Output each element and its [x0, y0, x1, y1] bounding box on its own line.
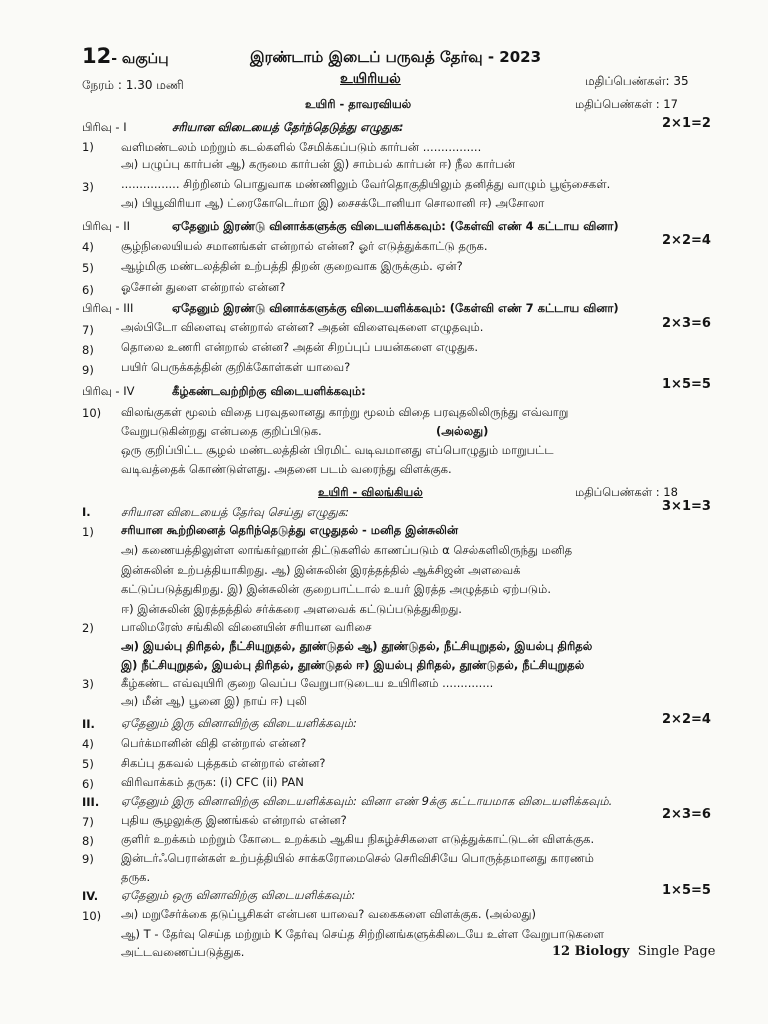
question-text: அல்பிடோ விளைவு என்றால் என்ன? அதன் விளைவுகளை எழுதவும். [121, 320, 484, 334]
botany-part2-label: பிரிவு - II [82, 219, 131, 233]
zoology-section-title: உயிரி - விலங்கியல் [318, 485, 423, 499]
botany-part4-instruction: கீழ்கண்டவற்றிற்கு விடையளிக்கவும்: [172, 384, 366, 398]
question-number: 7) [82, 815, 94, 829]
question-text: பயிர் பெருக்கத்தின் குறிக்கோள்கள் யாவை? [121, 360, 351, 374]
botany-part3-marks: 2×3=6 [662, 316, 711, 331]
zoology-part1-label: I. [82, 505, 91, 519]
exam-title: இரண்டாம் இடைப் பருவத் தேர்வு - 2023 [250, 48, 542, 66]
zoology-part4-instruction: ஏதேனும் ஒரு வினாவிற்கு விடையளிக்கவும்: [121, 888, 356, 902]
botany-section-title: உயிரி - தாவரவியல் [305, 97, 412, 111]
botany-part1-label: பிரிவு - I [82, 120, 127, 134]
question-options: அ) மீன் ஆ) பூனை இ) நாய் ஈ) புலி [121, 694, 307, 708]
question-number: 8) [82, 343, 94, 357]
total-marks: மதிப்பெண்கள்: 35 [585, 74, 689, 88]
question-text: வடிவத்தைக் கொண்டுள்ளது. அதனை படம் வரைந்து விளக்குக. [121, 462, 452, 476]
question-text: ஆழ்மிகு மண்டலத்தின் உற்பத்தி திறன் குறைவாக இருக்கும். ஏன்? [121, 259, 463, 273]
botany-part4-label: பிரிவு - IV [82, 384, 135, 398]
question-text: சூழ்நிலையியல் சமானங்கள் என்றால் என்ன? ஓர் எடுத்துக்காட்டு தருக. [121, 239, 488, 253]
question-number: 9) [82, 363, 94, 377]
question-number: 3) [82, 180, 94, 194]
or-label: (அல்லது) [436, 424, 489, 438]
botany-part1-instruction: சரியான விடையைத் தேர்ந்தெடுத்து எழுதுக: [172, 120, 404, 134]
zoology-part1-instruction: சரியான விடையைத் தேர்வு செய்து எழுதுக: [121, 505, 349, 519]
botany-part3-label: பிரிவு - III [82, 301, 134, 315]
question-number: 2) [82, 621, 94, 635]
question-text: இன்டர்ஃபெரான்கள் உற்பத்தியில் சாக்கரோமைசெல் செரிவிசியே பொருத்தமானது காரணம் [121, 851, 594, 865]
footer-page: Single Page [637, 944, 716, 959]
question-text: ஒரு குறிப்பிட்ட சூழல் மண்டலத்தின் பிரமிட் வடிவமானது எப்பொழுதும் மாறுபட்ட [121, 443, 554, 457]
question-text: ஓசோன் துளை என்றால் என்ன? [121, 280, 286, 294]
question-text: பாலிமரேஸ் சங்கிலி வினையின் சரியான வரிசை [121, 620, 372, 634]
question-number: 7) [82, 323, 94, 337]
zoology-part3-instruction: ஏதேனும் இரு வினாவிற்கு விடையளிக்கவும்: வினா எண் 9க்கு கட்டாயமாக விடையளிக்கவும். [121, 794, 613, 808]
question-number: 5) [82, 757, 94, 771]
question-text: குளிர் உறக்கம் மற்றும் கோடை உறக்கம் ஆகிய நிகழ்ச்சிகளை எடுத்துக்காட்டுடன் விளக்குக. [121, 832, 595, 846]
option-text: ஈ) இன்சுலின் இரத்தத்தில் சர்க்கரை அளவைக் கட்டுப்படுத்துகிறது. [121, 602, 462, 616]
question-text: வளிமண்டலம் மற்றும் கடல்களில் சேமிக்கப்படும் கார்பன் ................ [121, 140, 482, 154]
question-number: 4) [82, 737, 94, 751]
question-number: 3) [82, 677, 94, 691]
question-number: 8) [82, 834, 94, 848]
footer-course: 12 Biology [552, 944, 630, 959]
question-options: அ) பழுப்பு கார்பன் ஆ) கருமை கார்பன் இ) சாம்பல் கார்பன் ஈ) நீல கார்பன் [121, 157, 515, 171]
question-number: 1) [82, 140, 94, 154]
botany-marks: மதிப்பெண்கள் : 17 [575, 97, 678, 111]
question-options: அ) இயல்பு திரிதல், நீட்சியுறுதல், தூண்டுதல் ஆ) தூண்டுதல், நீட்சியுறுதல், இயல்பு திரிதல் [121, 639, 593, 653]
exam-time: நேரம் : 1.30 மணி [82, 78, 184, 92]
option-text: அ) கணையத்திலுள்ள லாங்கர்ஹான் திட்டுகளில் காணப்படும் α செல்களிலிருந்து மனித [121, 543, 573, 557]
botany-part4-marks: 1×5=5 [662, 377, 711, 392]
question-text: தொலை உணரி என்றால் என்ன? அதன் சிறப்புப் பயன்களை எழுதுக. [121, 340, 479, 354]
question-text: அ) மறுசேர்க்கை தடுப்பூசிகள் என்பன யாவை? வகைகளை விளக்குக. (அல்லது) [121, 907, 536, 921]
question-text: ................ சிற்றினம் பொதுவாக மண்ணிலும் வேர்தொகுதியிலும் தனித்து வாழும் பூஞ்சைகள். [121, 177, 611, 191]
botany-part3-instruction: ஏதேனும் இரண்டு வினாக்களுக்கு விடையளிக்கவும்: (கேள்வி எண் 7 கட்டாய வினா) [172, 301, 619, 315]
question-text: தருக. [121, 870, 151, 884]
question-text: விரிவாக்கம் தருக: (i) CFC (ii) PAN [121, 775, 304, 789]
question-options: அ) பியூவிரியா ஆ) ட்ரைகோடெர்மா இ) சைசக்டோனியா சொலானி ஈ) அசோலா [121, 196, 545, 210]
question-number: 10) [82, 406, 102, 420]
question-number: 6) [82, 777, 94, 791]
question-number: 1) [82, 525, 94, 539]
option-text: இன்சுலின் உற்பத்தியாகிறது. ஆ) இன்சுலின் இரத்தத்தில் ஆக்சிஜன் அளவைக் [121, 563, 521, 577]
botany-part2-marks: 2×2=4 [662, 233, 711, 248]
zoology-part3-marks: 2×3=6 [662, 807, 711, 822]
question-text: பெர்க்மானின் விதி என்றால் என்ன? [121, 736, 307, 750]
question-text: ஆ) T - தேர்வு செய்த மற்றும் K தேர்வு செய்த சிற்றினங்களுக்கிடையே உள்ள வேறுபாடுகளை [121, 927, 604, 941]
botany-part2-instruction: ஏதேனும் இரண்டு வினாக்களுக்கு விடையளிக்கவும்: (கேள்வி எண் 4 கட்டாய வினா) [172, 219, 619, 233]
question-text: சிகப்பு தகவல் புத்தகம் என்றால் என்ன? [121, 756, 326, 770]
subject-title: உயிரியல் [340, 71, 401, 87]
option-text: கட்டுப்படுத்துகிறது. இ) இன்சுலின் குறைபாட்டால் உயர் இரத்த அழுத்தம் ஏற்படும். [121, 582, 551, 596]
class-number: 12 [82, 44, 112, 68]
zoology-part3-label: III. [82, 795, 100, 809]
class-title [82, 44, 169, 68]
question-text: வேறுபடுகின்றது என்பதை குறிப்பிடுக. [121, 424, 322, 438]
botany-part1-marks: 2×1=2 [662, 116, 711, 131]
zoology-part4-marks: 1×5=5 [662, 883, 711, 898]
question-number: 5) [82, 261, 94, 275]
zoology-marks: மதிப்பெண்கள் : 18 [575, 485, 678, 499]
zoology-part1-marks: 3×1=3 [662, 499, 711, 514]
question-text: கீழ்கண்ட எவ்வுயிரி குறை வெப்ப வேறுபாடுடைய உயிரினம் .............. [121, 676, 494, 690]
question-text: அட்டவணைப்படுத்துக. [121, 945, 245, 959]
question-number: 6) [82, 283, 94, 297]
question-text: சரியான கூற்றினைத் தெரிந்தெடுத்து எழுதுதல் - மனித இன்சுலின் [121, 523, 458, 537]
question-number: 4) [82, 240, 94, 254]
zoology-part2-label: II. [82, 717, 95, 731]
class-suffix: - வகுப்பு [111, 51, 169, 67]
question-text: புதிய சூழலுக்கு இணங்கல் என்றால் என்ன? [121, 813, 347, 827]
question-text: விலங்குகள் மூலம் விதை பரவுதலானது காற்று மூலம் விதை பரவுதலிலிருந்து எவ்வாறு [121, 405, 569, 419]
zoology-part4-label: IV. [82, 889, 99, 903]
page-footer [552, 945, 715, 959]
question-number: 9) [82, 852, 94, 866]
question-number: 10) [82, 909, 102, 923]
zoology-part2-marks: 2×2=4 [662, 712, 711, 727]
zoology-part2-instruction: ஏதேனும் இரு வினாவிற்கு விடையளிக்கவும்: [121, 716, 357, 730]
question-options: இ) நீட்சியுறுதல், இயல்பு திரிதல், தூண்டுதல் ஈ) இயல்பு திரிதல், தூண்டுதல், நீட்சியுறுதல் [121, 658, 585, 672]
